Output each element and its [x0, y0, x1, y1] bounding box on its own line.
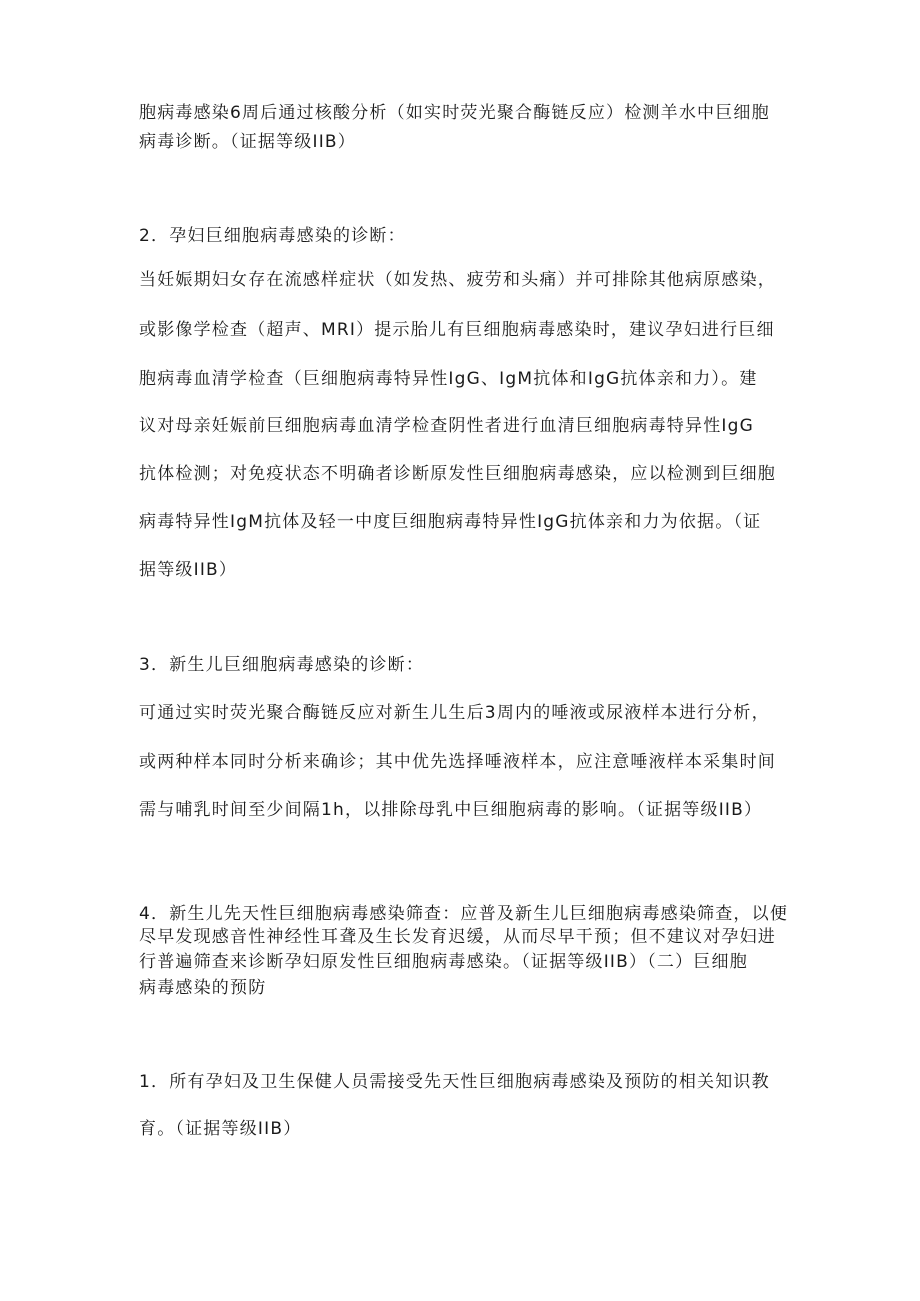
text-line: 抗体检测；对免疫状态不明确者诊断原发性巨细胞病毒感染，应以检测到巨细胞: [139, 464, 776, 484]
text-line: 胞病毒感染6周后通过核酸分析（如实时荧光聚合酶链反应）检测羊水中巨细胞: [139, 103, 770, 123]
text-line: 或两种样本同时分析来确诊；其中优先选择唾液样本，应注意唾液样本采集时间: [139, 752, 776, 772]
text-line: 需与哺乳时间至少间隔1h，以排除母乳中巨细胞病毒的影响。（证据等级IIB）: [139, 800, 763, 820]
text-line: 当妊娠期妇女存在流感样症状（如发热、疲劳和头痛）并可排除其他病原感染，: [139, 270, 776, 290]
section-paragraph: 1．所有孕妇及卫生保健人员需接受先天性巨细胞病毒感染及预防的相关知识教: [139, 1072, 770, 1092]
text-line: 育。（证据等级IIB）: [139, 1119, 302, 1139]
text-line: 病毒诊断。（证据等级IIB）: [139, 132, 356, 152]
text-line: 尽早发现感音性神经性耳聋及生长发育迟缓，从而尽早干预；但不建议对孕妇进: [139, 927, 776, 947]
text-line: 据等级IIB）: [139, 560, 238, 580]
section-heading: 2．孕妇巨细胞病毒感染的诊断：: [139, 226, 406, 246]
text-line: 胞病毒血清学检查（巨细胞病毒特异性IgG、IgM抗体和IgG抗体亲和力）。建: [139, 369, 758, 389]
text-line: 病毒感染的预防: [139, 978, 267, 998]
text-line: 病毒特异性IgM抗体及轻一中度巨细胞病毒特异性IgG抗体亲和力为依据。（证: [139, 512, 762, 532]
text-line: 行普遍筛查来诊断孕妇原发性巨细胞病毒感染。（证据等级IIB）（二）巨细胞: [139, 952, 748, 972]
text-line: 议对母亲妊娠前巨细胞病毒血清学检查阴性者进行血清巨细胞病毒特异性IgG: [139, 416, 754, 436]
text-line: 可通过实时荧光聚合酶链反应对新生儿生后3周内的唾液或尿液样本进行分析，: [139, 703, 770, 723]
section-paragraph: 4．新生儿先天性巨细胞病毒感染筛查：应普及新生儿巨细胞病毒感染筛查，以便: [139, 904, 789, 924]
text-line: 或影像学检查（超声、MRI）提示胎儿有巨细胞病毒感染时，建议孕妇进行巨细: [139, 320, 775, 340]
section-heading: 3．新生儿巨细胞病毒感染的诊断：: [139, 655, 425, 675]
